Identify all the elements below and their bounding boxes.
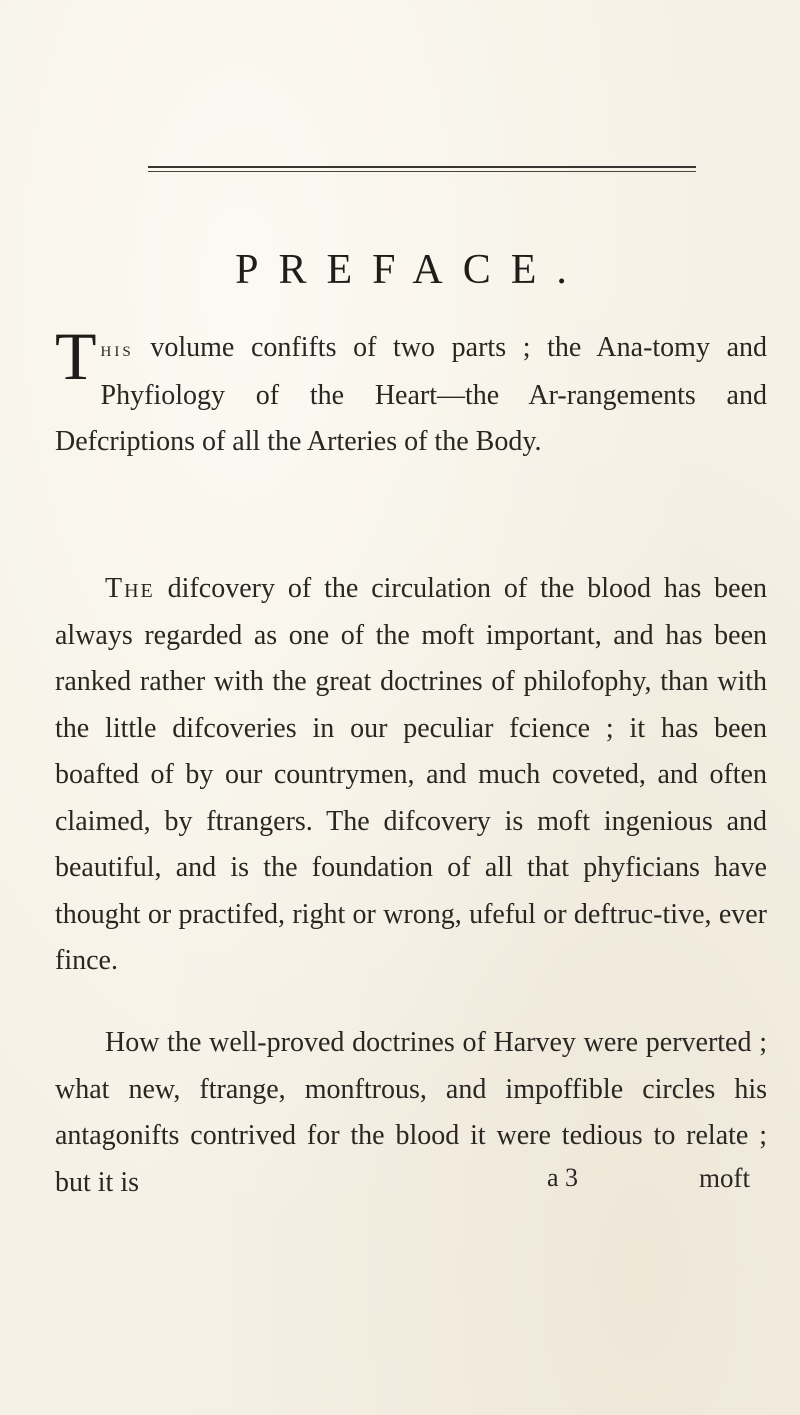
paragraph-2-text: difcovery of the circulation of the blood has been always regarded as one of the moft important, and has been ranked rather with the great doctrines of philofophy, than with the little difcoveries in our peculiar fcience ; it has been boafted of by our countrymen, and much coveted, and often claimed, by ftrangers. The difcovery is moft ingenious and beautiful, and is the foundation of all that phyficians have thought or practifed, right or wrong, ufeful or deftruc-tive, ever fince. [55, 573, 767, 976]
catchword: moft [699, 1163, 750, 1193]
paragraph-3-text: How the well-proved doctrines of Harvey were perverted ; what new, ftrange, monftrous, and impoffible circles his antagonifts contrived for the blood it were tedious to relate ; but it is [55, 1027, 767, 1198]
paragraph-2 [55, 566, 767, 985]
paragraph-2-lead: The [105, 573, 155, 604]
page-title: PREFACE. [235, 247, 587, 293]
header-rule [148, 166, 696, 172]
paragraph-3 [55, 1020, 767, 1206]
first-word: his [100, 336, 134, 361]
signature-mark: a 3 [547, 1163, 579, 1192]
paragraph-1-text: volume confifts of two parts ; the Ana-tomy and Phyfiology of the Heart—the Ar-rangements and Defcriptions of all the Arteries of the Body. [55, 332, 767, 457]
drop-cap: T [55, 318, 97, 394]
paragraph-1 [55, 318, 767, 466]
